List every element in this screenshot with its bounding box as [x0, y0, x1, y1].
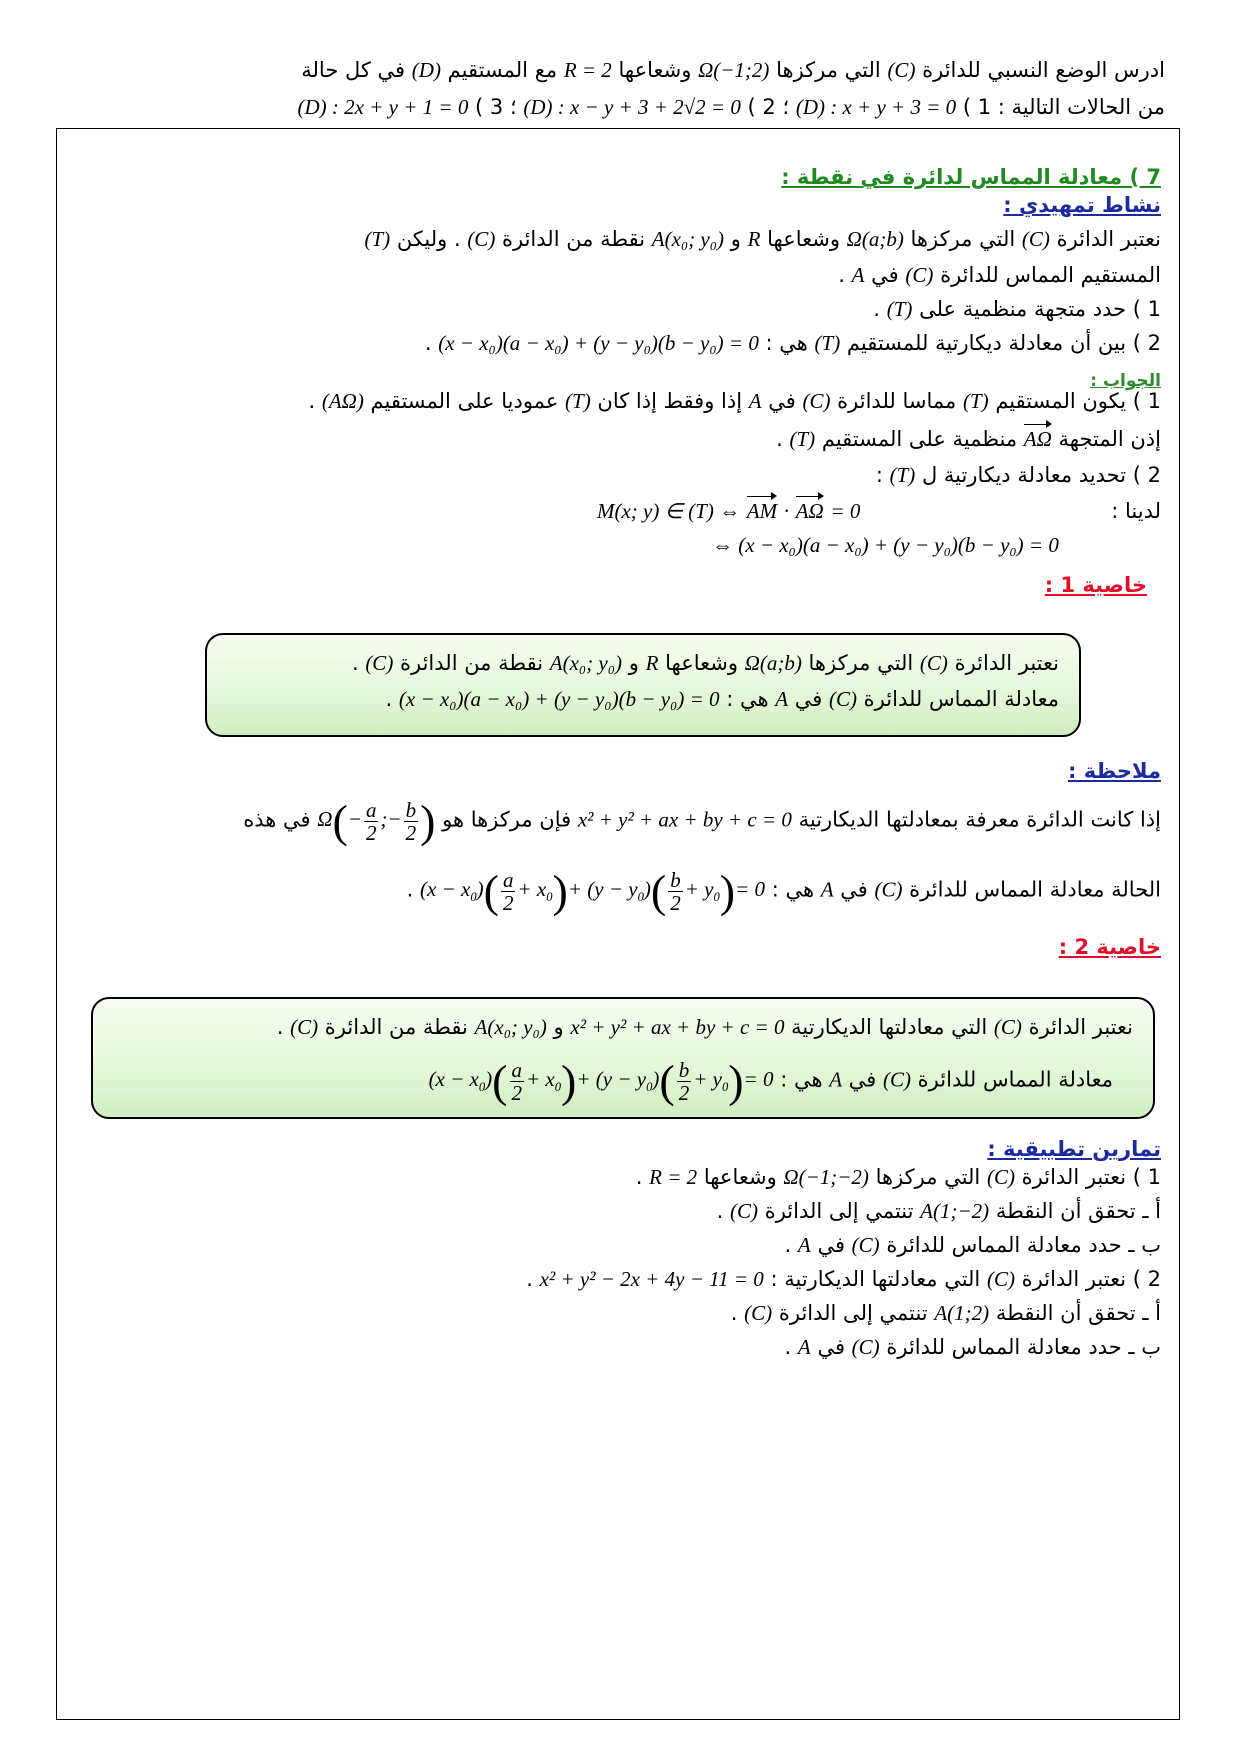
header-case2-num: 2 )	[747, 95, 776, 119]
content-frame	[56, 128, 1180, 1720]
exercises-e1b-b: في	[817, 1233, 845, 1257]
symbols-dot: .	[838, 263, 845, 287]
symbols-T: (T)	[962, 389, 989, 413]
note-title	[75, 759, 1161, 783]
symbols-A-pt: A(x₀; y₀)	[549, 651, 623, 675]
symbols-A: A	[775, 687, 789, 711]
section-activity-l1-e: نقطة من الدائرة	[502, 227, 646, 251]
symbols-C: (C)	[874, 877, 903, 902]
section-eq1-left: M(x; y) ∈ (T) ⇔	[597, 499, 741, 523]
section-ladayna: لدينا :	[1111, 499, 1161, 523]
symbols-dot: .	[784, 1233, 792, 1257]
property-1-line-1	[227, 651, 1059, 676]
header-line1-text-a: ادرس الوضع النسبي للدائرة	[922, 58, 1165, 82]
symbols-dot: .	[716, 1199, 724, 1223]
symbols-AOmega: AΩ	[1023, 427, 1052, 451]
section-a1-d: إذا وفقط إذا كان	[597, 389, 743, 413]
symbols-dot: .	[730, 1301, 738, 1325]
exercise-1-b	[75, 1233, 1161, 1258]
property2-l1-a: نعتبر الدائرة	[1028, 1015, 1133, 1039]
note-l2-c: هي :	[771, 877, 815, 902]
property2-l1-c: و	[553, 1015, 564, 1039]
symbols-dot: .	[776, 427, 783, 451]
property1-l1-a: نعتبر الدائرة	[954, 651, 1059, 675]
symbols-dot: .	[526, 1267, 533, 1291]
property-1-box	[205, 633, 1081, 737]
equation-2	[712, 533, 1059, 558]
symbols-T: (T)	[889, 463, 916, 487]
symbols-A-pt: A(x₀; y₀)	[474, 1015, 547, 1039]
symbols-T: (T)	[364, 227, 391, 251]
symbols-T: (T)	[565, 389, 591, 413]
question-1	[75, 297, 1161, 322]
header-C: (C)	[887, 58, 916, 82]
header-case1-eq: (D) : x + y + 3 = 0	[795, 95, 957, 119]
section-activity-l1-c: وشعاعها	[767, 227, 840, 251]
symbols-A: A	[820, 877, 834, 902]
property1-l1-e: نقطة من الدائرة	[400, 651, 544, 675]
note-title: ملاحظة :	[1068, 759, 1161, 783]
exercise-2-b	[75, 1335, 1161, 1360]
symbols-C: (C)	[467, 227, 496, 251]
property2-title: خاصية 2 :	[1058, 935, 1161, 959]
property-2-title	[75, 935, 1161, 959]
answer-2	[75, 427, 1161, 452]
header-line1-text-c: وشعاعها	[618, 58, 692, 82]
symbols-dot: .	[385, 687, 393, 711]
symbols-C: (C)	[851, 1335, 880, 1359]
section-a1-b: مماسا للدائرة	[837, 389, 957, 413]
section-activity-l1-f: . وليكن	[396, 227, 461, 251]
symbols-Omega-ab: Ω(a;b)	[846, 227, 904, 251]
symbols-R: R	[645, 651, 659, 675]
section-title: 7 ) معادلة المماس لدائرة في نقطة :	[781, 165, 1161, 189]
exercises-title	[75, 1137, 1161, 1161]
property2-l1-d: نقطة من الدائرة	[324, 1015, 468, 1039]
exercises-e1-a: 1 ) نعتبر الدائرة	[1021, 1165, 1161, 1189]
symbols-A: A	[851, 263, 865, 287]
header-block	[80, 52, 1165, 126]
property1-l1-c: وشعاعها	[665, 651, 738, 675]
symbols-dot: .	[873, 297, 881, 321]
symbols-T: (T)	[789, 427, 816, 451]
section-q2: 2 ) بين أن معادلة ديكارتية للمستقيم	[846, 331, 1161, 355]
symbols-C: (C)	[828, 687, 857, 711]
symbols-R: R	[747, 227, 761, 251]
property2-l2-a: معادلة المماس للدائرة	[917, 1067, 1113, 1092]
header-case2-eq: (D) : x − y + 3 + 2√2 = 0	[523, 95, 741, 119]
exercises-e2a-b: تنتمي إلى الدائرة	[778, 1301, 928, 1325]
symbols-A: A	[829, 1067, 843, 1092]
property1-l1-b: التي مركزها	[808, 651, 914, 675]
property1-l2-b: في	[794, 687, 823, 711]
property-2-box	[91, 997, 1155, 1119]
symbols-T: (T)	[814, 331, 841, 355]
symbols-AM: AM	[746, 499, 778, 523]
header-line1-text-e: في كل حالة	[301, 58, 406, 82]
symbols-mid: ·	[783, 499, 790, 523]
exercise-2-a	[75, 1301, 1161, 1326]
symbols-dot: .	[276, 1015, 284, 1039]
exercises-e1b: ب ـ حدد معادلة المماس للدائرة	[886, 1233, 1161, 1257]
property1-l2-c: هي :	[726, 687, 769, 711]
symbols-dot: .	[635, 1165, 643, 1189]
header-R: R = 2	[563, 58, 612, 82]
header-line2-text-a: من الحالات التالية :	[997, 95, 1165, 119]
symbols-C: (C)	[882, 1067, 911, 1092]
symbols-dot: .	[784, 1335, 792, 1359]
note-l1-a: إذا كانت الدائرة معرفة بمعادلتها الديكارتية	[798, 807, 1161, 832]
symbols-C: (C)	[986, 1165, 1015, 1189]
exercises-e2a-pt: A(1;2)	[934, 1301, 990, 1325]
note-l2-b: في	[840, 877, 868, 902]
header-line1-text-d: مع المستقيم	[447, 58, 558, 82]
section-eq1-right: = 0	[830, 499, 861, 523]
symbols-C: (C)	[1021, 227, 1050, 251]
symbols-C: (C)	[730, 1199, 758, 1223]
exercises-e1a-pt: A(1;−2)	[920, 1199, 990, 1223]
section-a3: 2 ) تحديد معادلة ديكارتية ل	[921, 463, 1161, 487]
property1-l2-a: معادلة المماس للدائرة	[863, 687, 1059, 711]
note-l2-a: الحالة معادلة المماس للدائرة	[909, 877, 1161, 902]
symbols-C: (C)	[290, 1015, 319, 1039]
section-activity-l1-d: و	[730, 227, 741, 251]
section-answer-title: الجواب :	[1090, 371, 1161, 391]
section-q2-eq: (x − x₀)(a − x₀) + (y − y₀)(b − y₀) = 0	[438, 331, 759, 355]
section-a1-a: 1 ) يكون المستقيم	[995, 389, 1161, 413]
header-sep: ؛	[782, 95, 790, 119]
exercise-1-a	[75, 1199, 1161, 1224]
section-a2-a: إذن المتجهة	[1058, 427, 1161, 451]
answer-title	[75, 367, 1161, 391]
header-sep: ؛	[509, 95, 517, 119]
section-a2-b: منظمية على المستقيم	[821, 427, 1018, 451]
property-2-line-1	[113, 1015, 1133, 1040]
exercises-e2a-a: أ ـ تحقق أن النقطة	[995, 1301, 1161, 1325]
property-1-line-2	[227, 687, 1059, 712]
symbols-dot: .	[351, 651, 359, 675]
header-line1-text-b: التي مركزها	[776, 58, 881, 82]
section-q1: 1 ) حدد متجهة منظمية على	[919, 297, 1161, 321]
property2-l2-c: هي :	[780, 1067, 823, 1092]
section-activity-l1-a: نعتبر الدائرة	[1056, 227, 1161, 251]
note-l1-c: في هذه	[243, 807, 311, 832]
symbols-dot: .	[406, 877, 414, 902]
exercises-e2b-b: في	[817, 1335, 845, 1359]
section-title	[75, 165, 1161, 189]
exercises-e2-b: التي معادلتها الديكارتية :	[770, 1267, 981, 1291]
header-Omega: Ω(−1;2)	[698, 58, 770, 82]
symbols-C: (C)	[905, 263, 934, 287]
exercises-e2-a: 2 ) نعتبر الدائرة	[1021, 1267, 1161, 1291]
symbols-A: A	[797, 1335, 811, 1359]
answer-1	[75, 389, 1161, 414]
header-line-2	[80, 89, 1165, 126]
note-line-2: الحالة معادلة المماس للدائرة (C) في A هي : $(x - x_0)$( $\frac{a}{2}$ + $x_0)+ (y - y_0)$( $\frac{b}{2}$ + $y_0)= 0$ .	[406, 866, 1161, 917]
exercises-e1-c: وشعاعها	[703, 1165, 777, 1189]
section-eq2: ⇔ (x − x₀)(a − x₀) + (y − y₀)(b − y₀) = 0	[712, 533, 1059, 557]
property-2-line-2: معادلة المماس للدائرة (C) في A هي : $(x - x_0)$( $\frac{a}{2}$ + $x_0)+ (y - y_0)$( $\frac{b}{2}$ + $y_0)= 0$	[428, 1056, 1113, 1107]
exercises-e1-r: R = 2	[649, 1165, 698, 1189]
exercises-e1-b: التي مركزها	[875, 1165, 981, 1189]
symbols-dot: .	[308, 389, 316, 413]
header-line-1	[80, 52, 1165, 89]
note-l1-b: فإن مركزها هو	[442, 807, 572, 832]
exercises-e1a-a: أ ـ تحقق أن النقطة	[995, 1199, 1161, 1223]
property2-l2-b: في	[848, 1067, 877, 1092]
header-case3-eq: (D) : 2x + y + 1 = 0	[297, 95, 469, 119]
answer-3: 2 ) تحديد معادلة ديكارتية ل (T) :	[875, 463, 1161, 487]
note-line-1: إذا كانت الدائرة معرفة بمعادلتها الديكارتية x² + y² + ax + by + c = 0 فإن مركزها هو Ω(− $\frac{a}{2}$ ;− $\frac{b}{2}$ ) في هذه	[243, 796, 1161, 847]
section-a1-c: في	[768, 389, 796, 413]
section-a1-e: عموديا على المستقيم	[370, 389, 559, 413]
symbols-C: (C)	[802, 389, 831, 413]
section-activity-title: نشاط تمهيدي :	[1003, 193, 1161, 217]
section-a1-f: (AΩ)	[321, 389, 364, 413]
equation-1	[597, 499, 860, 524]
note-l1-eq: x² + y² + ax + by + c = 0	[577, 807, 792, 832]
property1-l2-eq: (x − x₀)(a − x₀) + (y − y₀)(b − y₀) = 0	[398, 687, 720, 711]
header-D: (D)	[411, 58, 441, 82]
symbols-C: (C)	[365, 651, 394, 675]
property1-l1-d: و	[628, 651, 639, 675]
exercise-2	[75, 1267, 1161, 1292]
symbols-C: (C)	[919, 651, 948, 675]
activity-line-1	[75, 227, 1161, 252]
header-case3-num: 3 )	[475, 95, 504, 119]
symbols-AOmega: AΩ	[795, 499, 824, 523]
property-1-title	[75, 573, 1147, 597]
section-q2-b: هي :	[765, 331, 808, 355]
exercises-e2b: ب ـ حدد معادلة المماس للدائرة	[886, 1335, 1161, 1359]
symbols-T: (T)	[886, 297, 913, 321]
header-case1-num: 1 )	[962, 95, 992, 119]
property1-title: خاصية 1 :	[1044, 573, 1147, 597]
exercises-title: تمارين تطبيقية :	[987, 1137, 1161, 1161]
property2-l1-eq: x² + y² + ax + by + c = 0	[570, 1015, 785, 1039]
activity-line-2	[75, 263, 1161, 288]
exercise-1	[75, 1165, 1161, 1190]
symbols-C: (C)	[986, 1267, 1015, 1291]
symbols-C: (C)	[851, 1233, 880, 1257]
symbols-C: (C)	[744, 1301, 773, 1325]
activity-title	[75, 193, 1161, 217]
symbols-A: A	[797, 1233, 811, 1257]
property2-l1-b: التي معادلتها الديكارتية	[791, 1015, 988, 1039]
exercises-e1-omega: Ω(−1;−2)	[783, 1165, 869, 1189]
section-activity-l2-b: في	[871, 263, 899, 287]
exercises-e2-eq: x² + y² − 2x + 4y − 11 = 0	[539, 1267, 764, 1291]
section-activity-l2: المستقيم المماس للدائرة	[940, 263, 1161, 287]
symbols-dot: .	[424, 331, 432, 355]
question-2	[75, 331, 1161, 356]
symbols-A: A	[748, 389, 762, 413]
symbols-A-pt: A(x₀; y₀)	[651, 227, 725, 251]
section-activity-l1-b: التي مركزها	[910, 227, 1016, 251]
exercises-e1a-b: تنتمي إلى الدائرة	[764, 1199, 914, 1223]
symbols-C: (C)	[993, 1015, 1022, 1039]
symbols-Omega-ab: Ω(a;b)	[744, 651, 802, 675]
